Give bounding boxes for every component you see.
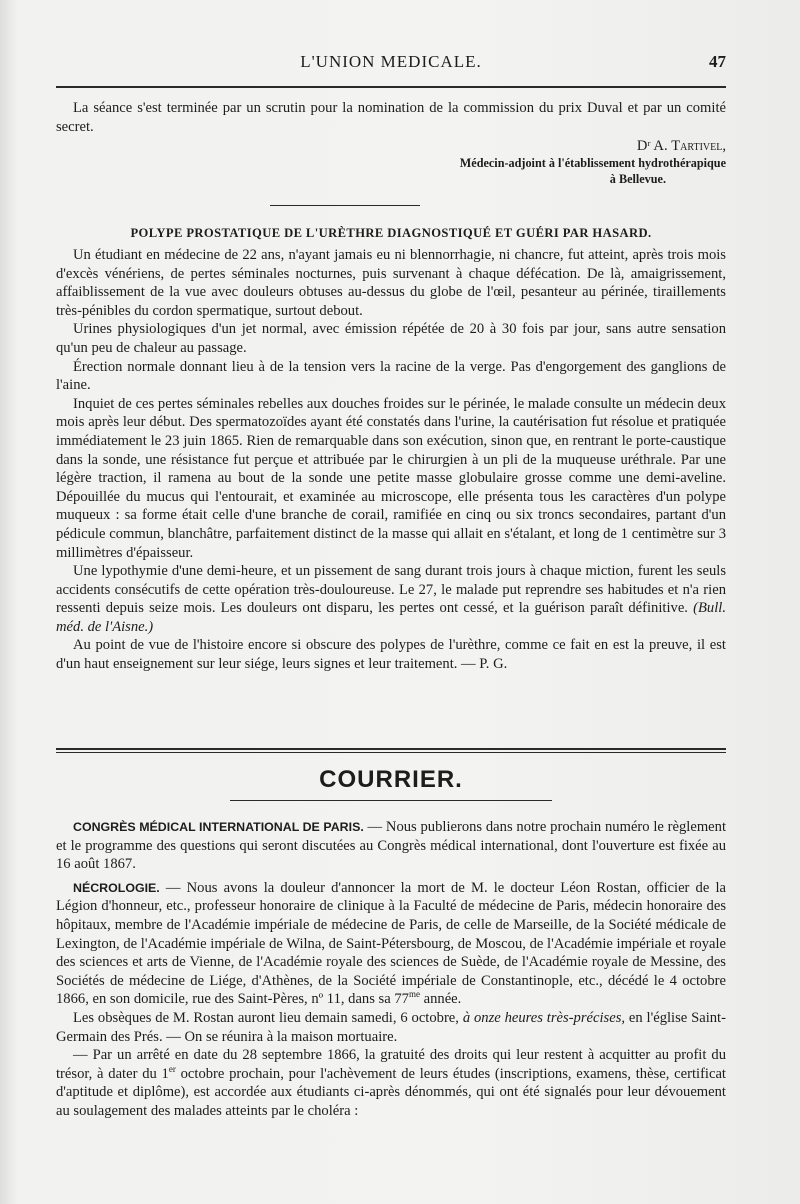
article-paragraph-5 — [56, 562, 726, 636]
intro-paragraph: La séance s'est terminée par un scrutin pour la nomination de la commission du prix Duval et par un comité secret. — [56, 100, 726, 135]
courrier-section — [56, 765, 726, 795]
congres-lead: CONGRÈS MÉDICAL INTERNATIONAL DE PARIS. — [73, 820, 364, 834]
header-rule — [56, 86, 726, 88]
section-divider — [270, 205, 420, 206]
article-paragraph-1: Un étudiant en médecine de 22 ans, n'ayant jamais eu ni blennorrhagie, ni chancre, fut atteint, après trois mois d'excès vénériens, de pertes séminales nocturnes, puis survenant à chaque défécation. De là, amaigrissement, affaiblissement de la vue avec douleurs obtuses au-dessus du globe de l'œil, pesanteur au périnée, tiraillements très-pénibles du cordon spermatique, surtout debout. — [56, 247, 726, 319]
necrologie-paragraph — [56, 879, 726, 1009]
obseques-paragraph — [56, 1009, 726, 1046]
signature-role: Médecin-adjoint à l'établissement hydrothérapique — [459, 156, 726, 171]
intro-section — [56, 99, 726, 187]
signature — [56, 137, 726, 155]
signature-name: Tartivel, — [671, 138, 726, 155]
article-paragraph-4: Inquiet de ces pertes séminales rebelles aux douches froides sur le périnée, le malade consulte un médecin deux mois après leur début. Des spermatozoïdes ayant été constatés dans l'urine, la cautérisation fut résolue et pratiquée immédiatement le 23 juin 1865. Rien de remarquable dans son exécution, sinon que, en rentrant le porte-caustique dans la sonde, une résistance fut perçue et attribuée par le chirurgien à un pli de la muqueuse uréthrale. Par une légère traction, il ramena au bout de la sonde une petite masse globulaire grosse comme une demi-aveline. Dépouillée du mucus qui l'entourait, et examinée au microscope, elle présenta tous les caractères d'un polype muqueux : sa forme était celle d'une branche de corail, ramifiée en cinq ou six troncs secondaires, partant d'un pédicule commun, blanchâtre, parfaitement distinct de la masse qui allait en s'étalant, et long de 1 centimètre sur 3 millimètres d'épaisseur. — [56, 395, 726, 561]
page-header — [56, 52, 726, 82]
article-section — [56, 224, 726, 674]
congres-paragraph — [56, 818, 726, 874]
obseques-text-b: en l'église Saint-Germain des Prés. — On se réunira à la maison mortuaire. — [56, 1009, 726, 1045]
paragraph-5-text: Une lypothymie d'une demi-heure, et un pissement de sang durant trois jours à chaque miction, furent les seuls accidents consécutifs de cette opération très-douloureuse. Le 27, le malade put reprendre ses habitudes et n'a rien ressenti depuis seize mois. Les douleurs ont disparu, les pertes ont cessé, et la guérison paraît définitive. — [56, 563, 726, 617]
arrete-sup: er — [168, 1063, 176, 1074]
arrete-text-a: — Par un arrêté en date du 28 septembre 1866, la gratuité des droits qui leur restent à acquitter au profit du trésor, à dater du 1 — [56, 1047, 726, 1082]
courrier-underline — [230, 800, 552, 801]
signature-place: à Bellevue. — [609, 172, 666, 187]
article-paragraph-2: Urines physiologiques d'un jet normal, avec émission répétée de 20 à 30 fois par jour, sans autre sensation qu'un peu de chaleur au passage. — [56, 321, 726, 356]
article-title: POLYPE PROSTATIQUE DE L'URÈTHRE DIAGNOSTIQUÉ ET GUÉRI PAR HASARD. — [130, 226, 652, 240]
courrier-body — [56, 818, 726, 1121]
double-rule-top — [56, 748, 726, 750]
obseques-italic: à onze heures très-précises, — [462, 1009, 626, 1026]
arrete-paragraph — [56, 1046, 726, 1120]
necrologie-lead: NÉCROLOGIE. — [73, 880, 160, 895]
article-paragraph-3: Érection normale donnant lieu à de la tension vers la racine de la verge. Pas d'engorgement des ganglions de l'aine. — [56, 358, 726, 394]
running-title: L'UNION MEDICALE. — [300, 52, 482, 71]
arrete-text-b: octobre prochain, pour l'achèvement de leurs études (inscriptions, examens, thèse, certificat d'aptitude et diplôme), est accordée aux étudiants ci-après dénommés, qui ont été signalés pour leur dévouement au soulagement des malades atteints par le choléra : — [56, 1065, 726, 1119]
signature-prefix: Dʳ A. — [636, 138, 668, 155]
page-number: 47 — [709, 52, 726, 71]
necrologie-sup: me — [408, 989, 420, 1000]
article-paragraph-6: Au point de vue de l'histoire encore si obscure des polypes de l'urèthre, comme ce fait en est la preuve, il est d'un haut enseignement sur leur siége, leurs signes et leur traitement. — P. G. — [56, 637, 726, 673]
bulletin-source: (Bull. méd. de l'Aisne.) — [56, 600, 726, 635]
necrologie-text-b: année. — [419, 991, 462, 1008]
obseques-text-a: Les obsèques de M. Rostan auront lieu demain samedi, 6 octobre, — [73, 1009, 463, 1026]
congres-text: — Nous publierons dans notre prochain numéro le règlement et le programme des questions qui seront discutées au Congrès médical international, dont l'ouverture est fixée au 16 août 1867. — [56, 819, 726, 873]
double-rule-bottom — [56, 752, 726, 753]
necrologie-text-a: — Nous avons la douleur d'annoncer la mort de M. le docteur Léon Rostan, officier de la Légion d'honneur, etc., professeur honoraire de clinique à la Faculté de médecine de Paris, médecin honoraire des hôpitaux, membre de l'Académie impériale de médecine de Paris, de celle de Marseille, de la Société médicale de Lexington, de l'Académie impériale de Wilna, de Saint-Pétersbourg, de Moscou, de l'Académie impériale et royale des sciences et arts de Vienne, de l'Académie royale des sciences de Suède, de l'Académie royale de Messine, des Sociétés de médecine de Liége, d'Athènes, de la Société impériale de Constantinople, etc., décédé le 4 octobre 1866, en son domicile, rue des Saint-Pères, nº 11, dans sa 77 — [56, 879, 726, 1008]
courrier-title: COURRIER. — [319, 766, 463, 793]
